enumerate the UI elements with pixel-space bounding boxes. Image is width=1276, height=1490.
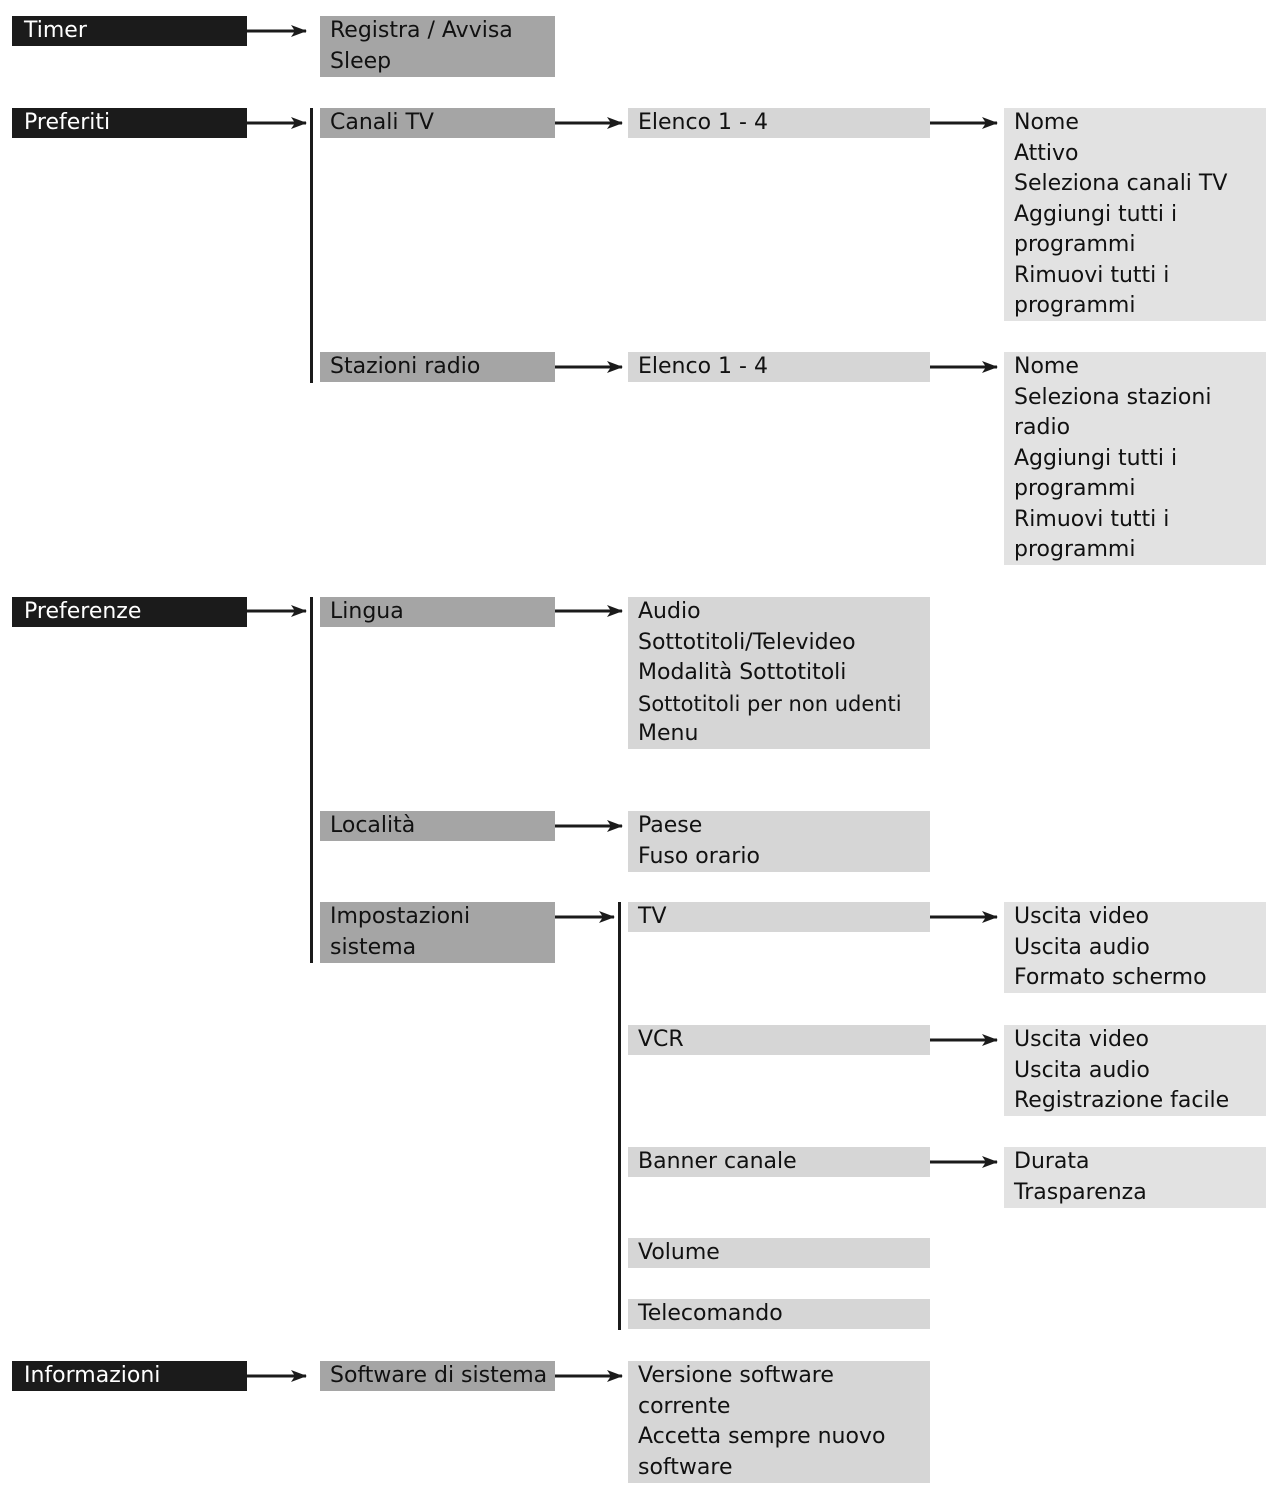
menu-informazioni[interactable]: [12, 1361, 247, 1391]
option-item[interactable]: Fuso orario: [638, 843, 760, 869]
banner-options: [1004, 1147, 1266, 1208]
vcr-options: [1004, 1025, 1266, 1116]
submenu-stazioni-radio-label: Stazioni radio: [330, 354, 481, 379]
submenu-lingua-label: Lingua: [330, 599, 404, 624]
submenu-impostazioni-sistema[interactable]: [320, 902, 555, 963]
canali-tv-options: [1004, 108, 1266, 321]
stazioni-radio-elenco[interactable]: [628, 352, 930, 382]
bracket-preferenze: [310, 597, 313, 963]
menu-preferiti-label: Preferiti: [24, 110, 111, 135]
option-item[interactable]: Sottotitoli per non udenti: [638, 691, 902, 716]
option-item[interactable]: Nome: [1014, 110, 1079, 135]
option-item[interactable]: Uscita video: [1014, 904, 1149, 929]
impostazioni-volume-label: Volume: [638, 1240, 720, 1265]
option-item[interactable]: Durata: [1014, 1149, 1090, 1174]
option-item[interactable]: Uscita audio: [1014, 934, 1150, 960]
impostazioni-tv[interactable]: [628, 902, 930, 932]
canali-tv-elenco[interactable]: [628, 108, 930, 138]
submenu-software-label: Software di sistema: [330, 1363, 548, 1388]
canali-tv-elenco-label: Elenco 1 - 4: [638, 110, 768, 135]
timer-submenu: [320, 16, 555, 77]
option-item[interactable]: Aggiungi tutti i: [1014, 445, 1178, 471]
option-item[interactable]: Rimuovi tutti i: [1014, 506, 1170, 532]
menu-preferiti[interactable]: [12, 108, 247, 138]
option-item: programmi: [1014, 232, 1136, 257]
option-item[interactable]: Modalità Sottotitoli: [638, 660, 847, 685]
impostazioni-volume[interactable]: [628, 1238, 930, 1268]
stazioni-radio-options: [1004, 352, 1266, 565]
impostazioni-tv-label: TV: [638, 904, 667, 929]
option-item[interactable]: Attivo: [1014, 140, 1079, 166]
impostazioni-telecomando[interactable]: [628, 1299, 930, 1329]
option-item[interactable]: Trasparenza: [1014, 1179, 1147, 1205]
submenu-stazioni-radio[interactable]: [320, 352, 555, 382]
menu-informazioni-label: Informazioni: [24, 1363, 161, 1388]
option-item[interactable]: Menu: [638, 721, 699, 746]
submenu-impostazioni-label-1: Impostazioni: [330, 904, 471, 929]
menu-preferenze-label: Preferenze: [24, 599, 142, 624]
option-item[interactable]: Accetta sempre nuovo: [638, 1424, 886, 1449]
option-item[interactable]: Seleziona stazioni: [1014, 384, 1212, 410]
option-item: programmi: [1014, 293, 1136, 318]
menu-preferenze[interactable]: [12, 597, 247, 627]
option-item[interactable]: Formato schermo: [1014, 965, 1207, 990]
impostazioni-vcr[interactable]: [628, 1025, 930, 1055]
option-item: programmi: [1014, 537, 1136, 562]
option-item[interactable]: Uscita video: [1014, 1027, 1149, 1052]
option-item[interactable]: Sottotitoli/Televideo: [638, 629, 856, 655]
option-item: radio: [1014, 415, 1071, 440]
submenu-localita-label: Località: [330, 813, 416, 838]
submenu-localita[interactable]: [320, 811, 555, 841]
option-item[interactable]: Audio: [638, 599, 701, 624]
submenu-item-registra[interactable]: Registra / Avvisa: [330, 18, 513, 43]
option-item[interactable]: Versione software: [638, 1363, 834, 1388]
software-options: [628, 1361, 930, 1483]
localita-options: [628, 811, 930, 872]
option-item[interactable]: Paese: [638, 813, 703, 838]
option-item[interactable]: Seleziona canali TV: [1014, 171, 1228, 196]
bracket-preferiti: [310, 108, 313, 383]
option-item[interactable]: Nome: [1014, 354, 1079, 379]
option-item: programmi: [1014, 476, 1136, 501]
menu-timer[interactable]: [12, 16, 247, 46]
submenu-canali-tv[interactable]: [320, 108, 555, 138]
lingua-options: [628, 597, 930, 749]
bracket-impostazioni: [618, 902, 621, 1330]
option-item[interactable]: Registrazione facile: [1014, 1088, 1230, 1113]
option-item[interactable]: Uscita audio: [1014, 1057, 1150, 1083]
tv-options: [1004, 902, 1266, 993]
submenu-canali-tv-label: Canali TV: [330, 110, 434, 135]
submenu-lingua[interactable]: [320, 597, 555, 627]
option-item[interactable]: Aggiungi tutti i: [1014, 201, 1178, 227]
submenu-software-sistema[interactable]: [320, 1361, 555, 1391]
menu-timer-label: Timer: [24, 18, 87, 43]
impostazioni-banner-canale[interactable]: [628, 1147, 930, 1177]
impostazioni-vcr-label: VCR: [638, 1027, 684, 1052]
option-item[interactable]: Rimuovi tutti i: [1014, 262, 1170, 288]
option-item: software: [638, 1454, 733, 1480]
submenu-impostazioni-label-2: sistema: [330, 934, 417, 960]
stazioni-radio-elenco-label: Elenco 1 - 4: [638, 354, 768, 379]
submenu-item-sleep[interactable]: Sleep: [330, 48, 392, 74]
impostazioni-telecomando-label: Telecomando: [638, 1301, 783, 1326]
option-item: corrente: [638, 1393, 731, 1419]
impostazioni-banner-label: Banner canale: [638, 1149, 797, 1174]
